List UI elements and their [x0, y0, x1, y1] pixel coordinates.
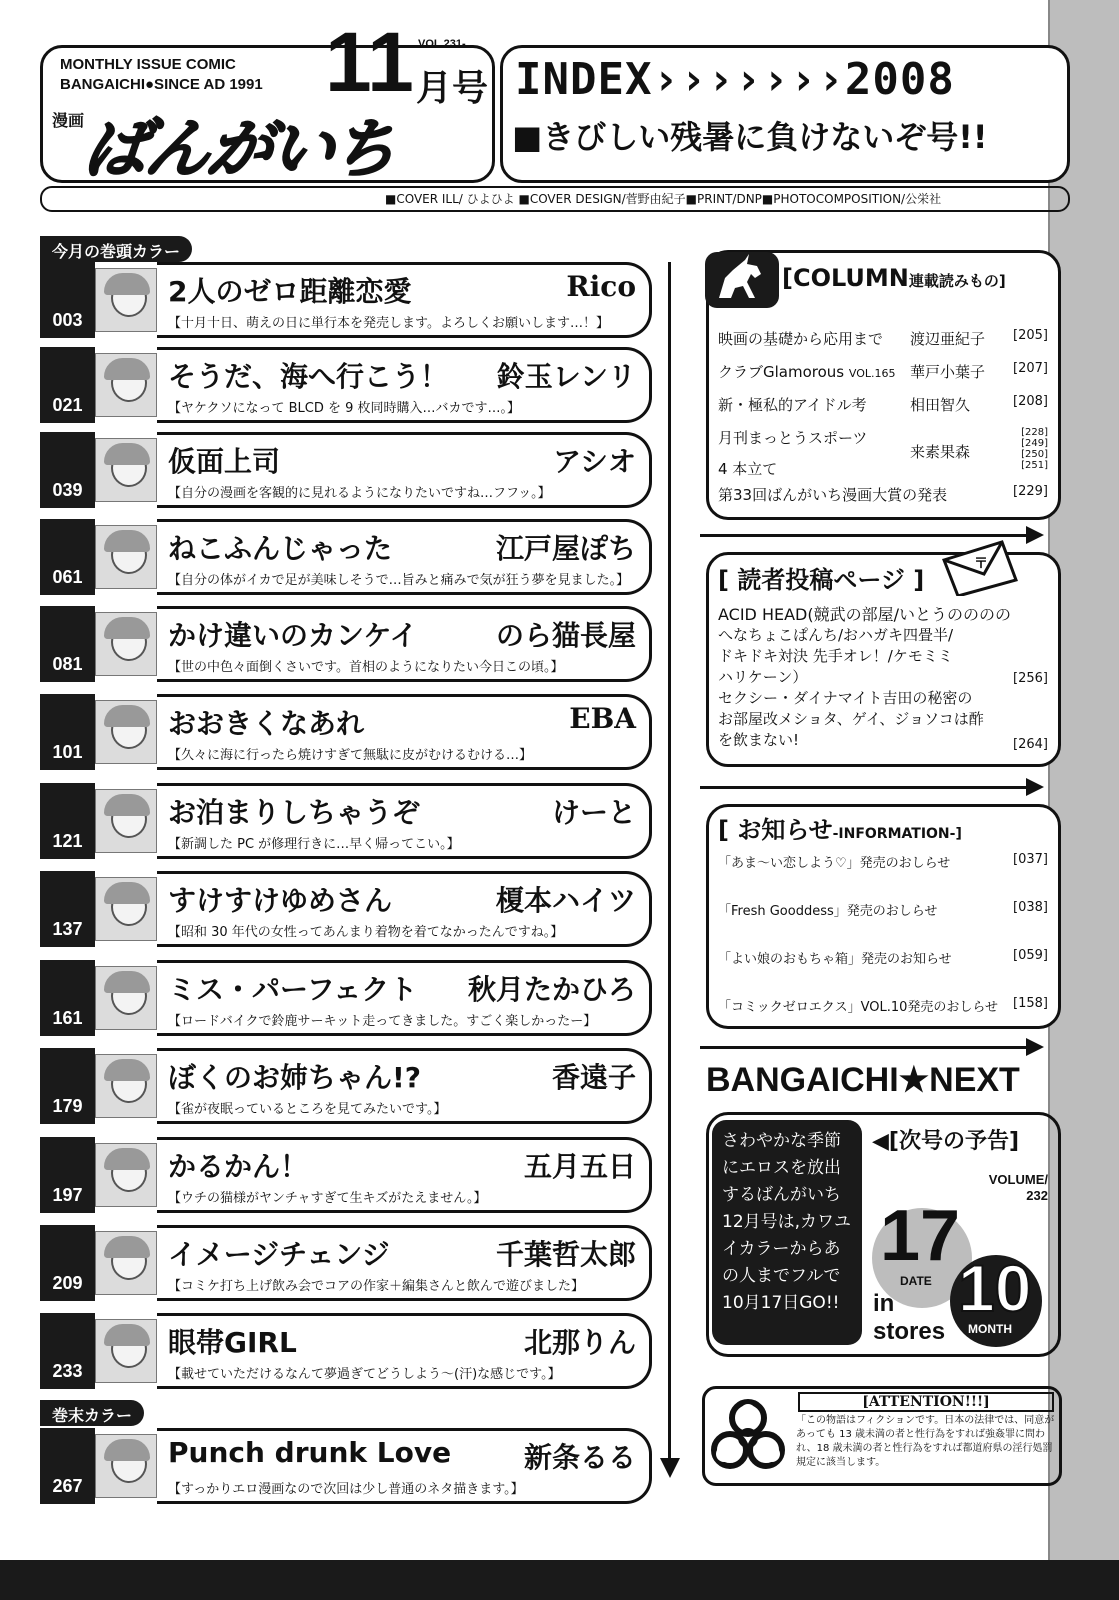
story-title: ミス・パーフェクト: [168, 973, 418, 1006]
toc-entry[interactable]: [40, 519, 652, 595]
next-issue-title: BANGAICHI★NEXT: [706, 1061, 1020, 1099]
column-row[interactable]: [718, 394, 1048, 415]
logo-small-text: 漫画: [52, 111, 85, 130]
monthly-issue-label: MONTHLY ISSUE COMIC: [60, 56, 236, 73]
credits: ■COVER ILL/ ひよひよ ■COVER DESIGN/菅野由紀子■PRINT/DNP■PHOTOCOMPOSITION/公栄社: [385, 192, 942, 206]
page-number: 039: [40, 432, 95, 508]
character-thumbnail: [95, 1231, 157, 1295]
toc-entry[interactable]: [40, 432, 652, 508]
story-author: EBA: [569, 702, 636, 735]
issue-volume: VOL.231-: [418, 38, 466, 50]
information-row[interactable]: [718, 900, 1048, 919]
page-number: 003: [40, 262, 95, 338]
toc-entry[interactable]: [40, 960, 652, 1036]
toc-entry[interactable]: [40, 1048, 652, 1124]
story-title: 眼帯GIRL: [168, 1326, 297, 1359]
page-number: 121: [40, 783, 95, 859]
column-page: [205]: [1013, 328, 1048, 343]
character-thumbnail: [95, 877, 157, 941]
index-title: INDEX›››››››2008: [515, 54, 955, 105]
down-arrow-icon: [660, 1458, 680, 1478]
column-page: [207]: [1013, 361, 1048, 376]
story-author: 新条るる: [523, 1441, 636, 1474]
toc-entry[interactable]: [40, 347, 652, 423]
reader-line: ACID HEAD(競武の部屋/いとうのののの: [718, 605, 1012, 624]
column-author: 来素果森: [910, 443, 971, 461]
next-text-line: の人までフルで: [722, 1266, 841, 1286]
story-title: そうだ、海へ行こう！: [168, 360, 449, 393]
information-title: 「Fresh Gooddess」発売のおしらせ: [718, 904, 938, 919]
page-number: 197: [40, 1137, 95, 1213]
information-page: [158]: [1013, 996, 1048, 1011]
envelope-icon: [940, 540, 1020, 596]
information-title: 「あま～い恋しよう♡」発売のおしらせ: [718, 856, 951, 871]
next-text-line: 12月号は,カワユ: [722, 1212, 852, 1232]
author-comment: 【自分の漫画を客観的に見れるようになりたいですね…フフッ。】: [168, 486, 551, 501]
right-arrow-icon: [700, 1046, 1040, 1049]
story-author: アシオ: [553, 445, 636, 478]
toc-entry[interactable]: [40, 871, 652, 947]
column-row[interactable]: [718, 361, 1048, 382]
character-thumbnail: [95, 1143, 157, 1207]
story-author: Rico: [566, 270, 636, 303]
column-page: [249]: [1021, 438, 1048, 449]
next-volume-number: 232: [1026, 1188, 1048, 1203]
index-subtitle: ■きびしい残暑に負けないぞ号!!: [512, 118, 988, 156]
release-day: 17: [880, 1196, 961, 1276]
next-issue-heading: ◀[次号の予告]: [872, 1129, 1020, 1154]
right-arrow-icon: [700, 534, 1040, 537]
page-number: 137: [40, 871, 95, 947]
unicorn-icon: [705, 252, 779, 308]
character-thumbnail: [95, 525, 157, 589]
reader-line: を飲まない!: [718, 731, 800, 749]
column-heading-sub: 連載読みもの]: [908, 272, 1006, 290]
closing-color-tab: 巻末カラー: [40, 1400, 144, 1426]
next-text-line: するばんがいち: [722, 1185, 841, 1205]
character-thumbnail: [95, 700, 157, 764]
column-title-line2: 4 本立て: [718, 460, 778, 478]
column-divider: [668, 262, 671, 1462]
information-title: 「よい娘のおもちゃ箱」発売のお知らせ: [718, 952, 952, 967]
story-author: 鈴玉レンリ: [496, 360, 636, 393]
author-comment: 【新調した PC が修理行きに…早く帰ってこい。】: [168, 837, 460, 852]
toc-entry[interactable]: [40, 606, 652, 682]
story-title: かけ違いのカンケイ: [168, 619, 418, 652]
story-author: 江戸屋ぽち: [495, 532, 636, 565]
date-label: DATE: [900, 1274, 932, 1288]
character-thumbnail: [95, 966, 157, 1030]
story-title: かるかん！: [168, 1150, 309, 1183]
column-row[interactable]: [718, 328, 1048, 349]
reader-line: セクシー・ダイナマイト吉田の秘密の: [718, 689, 973, 707]
column-page: [229]: [1013, 484, 1048, 499]
reader-line: ハリケーン）: [718, 668, 808, 686]
in-stores-line: stores: [873, 1318, 946, 1345]
release-month: 10: [958, 1251, 1032, 1325]
reader-page: [264]: [1013, 737, 1048, 752]
information-row[interactable]: [718, 996, 1048, 1015]
column-pages: [1021, 427, 1048, 471]
story-title: 仮面上司: [168, 445, 281, 478]
attention-body: 「この物語はフィクションです。日本の法律では、同意があっても 13 歳未満の者と性行為をすれば強姦罪に問われ、18 歳未満の者と性行為をすれば都道府県の淫行処罰規定に該当します。: [796, 1415, 1055, 1468]
author-comment: 【載せていただけるなんて夢過ぎてどうしよう～(汗)な感じです。】: [168, 1367, 561, 1382]
column-author: 渡辺亜紀子: [910, 330, 986, 348]
story-author: のら猫長屋: [495, 619, 636, 652]
next-issue-text: [712, 1120, 862, 1345]
story-title: イメージチェンジ: [168, 1238, 390, 1271]
information-page: [038]: [1013, 900, 1048, 915]
reader-page: [256]: [1013, 671, 1048, 686]
since-label: BANGAICHI●SINCE AD 1991: [60, 76, 263, 93]
information-page: [059]: [1013, 948, 1048, 963]
column-page: [228]: [1021, 427, 1048, 438]
information-row[interactable]: [718, 948, 1048, 967]
story-title: すけすけゆめさん: [168, 884, 393, 917]
column-title: 映画の基礎から応用まで: [718, 330, 884, 348]
character-thumbnail: [95, 1319, 157, 1383]
biohazard-icon: [710, 1396, 786, 1476]
toc-entry[interactable]: [40, 1225, 652, 1301]
story-author: けーと: [551, 796, 636, 829]
issue-month: 11: [325, 15, 414, 109]
column-title: 第33回ばんがいち漫画大賞の発表: [718, 486, 948, 504]
story-title: おおきくなあれ: [168, 707, 365, 740]
reader-list[interactable]: [718, 604, 1048, 751]
page-number: 209: [40, 1225, 95, 1301]
column-title: 新・極私的アイドル考: [718, 396, 867, 414]
information-heading-main: [ お知らせ: [718, 816, 833, 844]
page-number: 061: [40, 519, 95, 595]
bottom-bar: [0, 1560, 1119, 1600]
toc-entry[interactable]: [40, 1313, 652, 1389]
author-comment: 【十月十日、萌えの日に単行本を発売します。よろしくお願いします…！】: [168, 316, 609, 331]
toc-entry[interactable]: [40, 262, 652, 338]
story-title: ぼくのお姉ちゃん!?: [168, 1061, 422, 1094]
author-comment: 【昭和 30 年代の女性ってあんまり着物を着てなかったんですね。】: [168, 925, 564, 940]
information-row[interactable]: [718, 852, 1048, 871]
author-comment: 【久々に海に行ったら焼けすぎて無駄に皮がむけるむける…】: [168, 748, 533, 763]
author-comment: 【ウチの猫様がヤンチャすぎて生キズがたえません。】: [168, 1191, 487, 1206]
reader-line: お部屋改メショタ、ゲイ、ジョソコは酢: [718, 710, 984, 728]
story-author: 秋月たかひろ: [467, 973, 636, 1006]
author-comment: 【世の中色々面倒くさいです。首相のようになりたい今日この頃。】: [168, 660, 564, 675]
character-thumbnail: [95, 438, 157, 502]
toc-entry[interactable]: [40, 783, 652, 859]
column-heading: [782, 264, 1006, 292]
story-title: Punch drunk Love: [168, 1436, 452, 1469]
opening-color-tab: 今月の巻頭カラー: [40, 236, 192, 262]
character-thumbnail: [95, 1434, 157, 1498]
issue-unit: 月号: [416, 68, 489, 109]
right-arrow-icon: [700, 786, 1040, 789]
page-number: 101: [40, 694, 95, 770]
character-thumbnail: [95, 789, 157, 853]
story-author: 香遠子: [551, 1061, 636, 1094]
page-number: 021: [40, 347, 95, 423]
reader-line: へなちょこぱんち/おハガキ四畳半/: [718, 626, 954, 644]
toc-entry[interactable]: [40, 694, 652, 770]
in-stores-line: in: [873, 1290, 895, 1317]
column-page: [208]: [1013, 394, 1048, 409]
column-volume: VOL.165: [848, 367, 896, 380]
information-page: [037]: [1013, 852, 1048, 867]
column-author: 相田智久: [910, 396, 971, 414]
toc-entry-closing[interactable]: [40, 1428, 652, 1504]
next-text-line: さわやかな季節: [722, 1131, 841, 1151]
attention-title: [ATTENTION!!!]: [798, 1392, 1054, 1412]
information-heading-sub: -INFORMATION-]: [832, 826, 962, 842]
column-title: 月刊まっとうスポーツ: [718, 429, 868, 447]
story-author: 千葉哲太郎: [495, 1238, 636, 1271]
next-text-line: にエロスを放出: [722, 1158, 841, 1178]
reader-line: ドキドキ対決 先手オレ！/ケモミミ: [718, 647, 953, 665]
character-thumbnail: [95, 353, 157, 417]
page-number: 233: [40, 1313, 95, 1389]
story-title: 2人のゼロ距離恋愛: [168, 275, 412, 308]
author-comment: 【自分の体がイカで足が美味しそうで…旨みと痛みで気が狂う夢を見ました。】: [168, 573, 630, 588]
story-author: 北那りん: [523, 1326, 636, 1359]
story-title: お泊まりしちゃうぞ: [168, 796, 421, 829]
character-thumbnail: [95, 268, 157, 332]
author-comment: 【すっかりエロ漫画なので次回は少し普通のネタ描きます。】: [168, 1482, 524, 1497]
page-number: 267: [40, 1428, 95, 1504]
character-thumbnail: [95, 1054, 157, 1118]
column-row[interactable]: [718, 427, 1048, 479]
column-page: [250]: [1021, 449, 1048, 460]
in-stores-label: [873, 1290, 945, 1346]
column-author: 華戸小葉子: [910, 363, 986, 381]
month-label: MONTH: [968, 1322, 1012, 1336]
column-heading-main: [COLUMN: [782, 264, 909, 292]
author-comment: 【ヤケクソになって BLCD を 9 枚同時購入…バカです…。】: [168, 401, 521, 416]
magazine-logo: ばんがいち: [78, 113, 400, 187]
page-number: 161: [40, 960, 95, 1036]
column-row[interactable]: [718, 484, 1048, 505]
reader-heading: [ 読者投稿ページ ]: [718, 566, 925, 594]
svg-text:〒: 〒: [974, 556, 988, 572]
page-number: 179: [40, 1048, 95, 1124]
column-title: クラブGlamorous: [718, 363, 845, 381]
character-thumbnail: [95, 612, 157, 676]
story-author: 榎本ハイツ: [495, 884, 636, 917]
next-text-line: 10月17日GO!!: [722, 1293, 840, 1313]
information-title: 「コミックゼロエクス」VOL.10発売のおしらせ: [718, 1000, 999, 1015]
story-author: 五月五日: [523, 1150, 636, 1183]
story-title: ねこふんじゃった: [168, 532, 393, 565]
author-comment: 【コミケ打ち上げ飲み会でコアの作家＋編集さんと飲んで遊びました】: [168, 1279, 585, 1294]
information-heading: [718, 810, 962, 845]
author-comment: 【雀が夜眠っているところを見てみたいです。】: [168, 1102, 447, 1117]
column-page: [251]: [1021, 460, 1048, 471]
next-text-line: イカラーからあ: [722, 1239, 841, 1259]
right-edge-strip: [1048, 0, 1119, 1600]
author-comment: 【ロードバイクで鈴鹿サーキット走ってきました。すごく楽しかったー】: [168, 1014, 597, 1029]
toc-entry[interactable]: [40, 1137, 652, 1213]
page-number: 081: [40, 606, 95, 682]
next-volume: [982, 1172, 1048, 1204]
next-volume-label: VOLUME/: [988, 1172, 1048, 1187]
